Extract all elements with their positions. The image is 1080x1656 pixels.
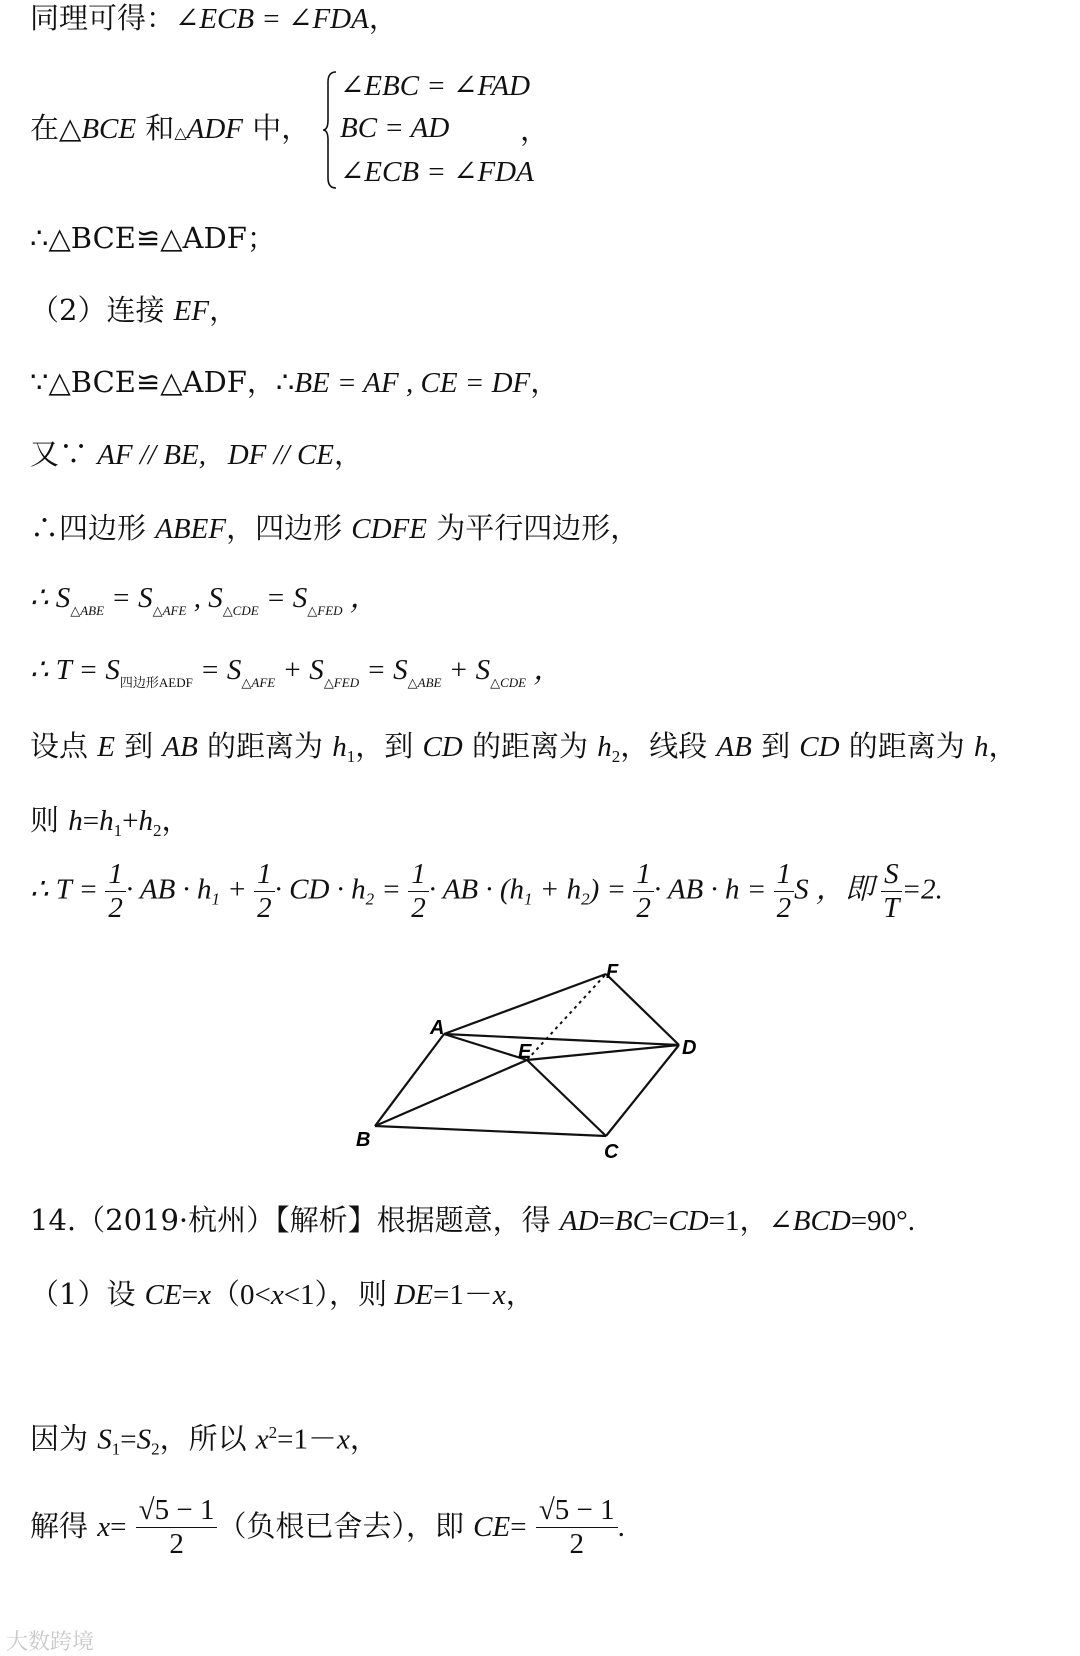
- subscript: △ABE: [407, 675, 442, 690]
- math: x: [198, 1279, 211, 1311]
- math: ) =: [589, 873, 627, 906]
- text: ，: [505, 1277, 535, 1311]
- text: ∴四边形: [30, 511, 156, 545]
- line-5: [30, 365, 560, 399]
- subscript: 四边形AEDF: [119, 675, 193, 690]
- text: 的距离为: [197, 729, 333, 763]
- text: =1，∠: [708, 1205, 793, 1237]
- text: ，到: [355, 729, 423, 763]
- math: =: [82, 805, 100, 837]
- text: ∵△BCE≌△ADF，∴: [30, 365, 295, 399]
- math: x: [97, 1510, 111, 1543]
- text: （2）连接: [30, 293, 174, 327]
- line-9: [30, 656, 562, 689]
- math: S: [55, 582, 71, 614]
- subscript: 2: [152, 821, 162, 840]
- text: ，: [342, 582, 379, 614]
- math: h: [99, 805, 114, 837]
- subscript: △CDE: [490, 675, 527, 690]
- line-2: 在△BCE 和△ADF 中，: [30, 111, 311, 145]
- text: ∴: [30, 582, 56, 614]
- math: h: [138, 805, 153, 837]
- text: =90°.: [850, 1205, 915, 1237]
- q14-part1: （1）设 CE=x（0<x<1），则 DE=1－x，: [30, 1277, 535, 1311]
- label-f: F: [606, 961, 619, 983]
- line-11: [30, 803, 191, 840]
- math: ABEF: [155, 513, 227, 545]
- segment-af: [444, 974, 606, 1034]
- math: + S: [441, 654, 491, 686]
- text: S ，即: [794, 873, 882, 906]
- math: AB: [716, 731, 752, 763]
- watermark: 大数跨境: [6, 1630, 95, 1655]
- subscript: △AFE: [152, 603, 187, 618]
- text: ，: [368, 1, 398, 35]
- geometry-figure: [340, 950, 720, 1170]
- math: ∴ T = S: [30, 654, 120, 686]
- text: 到: [114, 729, 163, 763]
- fraction-sqrt5: $\frac{√5 - 1}{2}$: [536, 1494, 618, 1562]
- math: · AB · (h: [428, 873, 525, 906]
- math: ∠ECB = ∠FDA: [175, 3, 369, 35]
- segment-ef-dotted: [527, 974, 606, 1060]
- text: 因为: [30, 1421, 98, 1456]
- math: BCD: [792, 1205, 851, 1237]
- subscript: 1: [346, 747, 356, 766]
- line-8: [30, 584, 379, 617]
- math: · CD · h: [274, 873, 366, 906]
- math: , S: [186, 582, 223, 614]
- fraction-half: $\frac{1}{2}$: [774, 858, 795, 926]
- text: <1），则: [283, 1279, 395, 1311]
- math: CD: [422, 731, 463, 763]
- text: ，: [161, 803, 191, 837]
- text: ，: [209, 293, 239, 327]
- math: + S: [275, 654, 324, 686]
- math: BE = AF , CE = DF: [294, 367, 531, 399]
- text: 14.（2019·杭州）【解析】根据题意，得: [30, 1203, 560, 1237]
- label-e: E: [518, 1041, 532, 1063]
- text: 同理可得：: [30, 1, 176, 35]
- line-10: [30, 729, 1018, 766]
- line-12: ∴ T = $\frac{1}{2}$ · AB · $h_1$ + $\frac{1}{2}$ · CD · $h_2$ = $\frac{1}{2}$ · AB · $(h_1 + h_2)$ = $\frac{1}{2}$ · AB · h = $\frac{1}{2}$ S ，即 $\frac{S}{T}$ =2.: [30, 858, 943, 925]
- fraction-half: $\frac{1}{2}$: [105, 858, 126, 926]
- math: = S: [104, 582, 153, 614]
- fraction-sqrt5: $\frac{√5 - 1}{2}$: [136, 1494, 218, 1562]
- math: x: [255, 1423, 269, 1456]
- text: ，: [526, 654, 563, 686]
- subscript: △CDE: [222, 603, 259, 618]
- math: h: [68, 805, 83, 837]
- subscript: 2: [611, 747, 621, 766]
- math: CE: [144, 1279, 182, 1311]
- math: AF // BE, DF // CE: [97, 439, 335, 471]
- fraction-half: $\frac{1}{2}$: [254, 858, 275, 926]
- math: x: [270, 1279, 284, 1311]
- math: CE: [473, 1510, 511, 1543]
- math: + h: [532, 873, 582, 906]
- math: S: [136, 1423, 152, 1456]
- math: S: [97, 1423, 112, 1456]
- line-6: [30, 437, 364, 471]
- math: +: [122, 805, 139, 837]
- math: AB: [162, 731, 198, 763]
- math: +: [220, 873, 247, 906]
- math: BCE: [81, 113, 137, 145]
- math: x: [337, 1423, 350, 1456]
- line-3: ∴△BCE≌△ADF；: [30, 221, 276, 255]
- text: ，四边形: [226, 511, 352, 545]
- text: 中，: [243, 111, 311, 145]
- label-b: B: [356, 1129, 371, 1151]
- label-c: C: [604, 1141, 619, 1163]
- fraction-half: $\frac{1}{2}$: [408, 858, 429, 926]
- text: ，: [530, 365, 560, 399]
- math: = S: [258, 582, 308, 614]
- subscript: △FED: [307, 603, 343, 618]
- q14-part3: 解得 x= $\frac{√5 - 1}{2}$ （负根已舍去），即 CE= $\frac{√5 - 1}{2}$ .: [30, 1494, 625, 1561]
- fraction-s-over-t: $\frac{S}{T}$: [881, 858, 902, 926]
- q14-part2: 因为 $S_1=S_2$，所以 $x^2=1-x$，: [30, 1421, 379, 1459]
- segment-ec: [527, 1060, 606, 1136]
- system-comma: ，: [520, 113, 550, 147]
- math: CDFE: [351, 513, 428, 545]
- segment-bc: [375, 1126, 606, 1136]
- text: 的距离为: [839, 729, 975, 763]
- q14-header: 14.（2019·杭州）【解析】根据题意，得 AD=BC=CD=1，∠BCD=90°.: [30, 1203, 915, 1237]
- text: 设点: [30, 729, 98, 763]
- text: （负根已舍去），即: [217, 1508, 474, 1543]
- text: ，所以: [159, 1421, 256, 1456]
- math: · AB · h: [125, 873, 212, 906]
- text: =1－: [432, 1279, 493, 1311]
- math: EF: [173, 295, 210, 327]
- text: 和: [136, 111, 175, 145]
- math: ADF: [186, 113, 243, 145]
- math: =: [374, 873, 401, 906]
- text: ，线段: [620, 729, 717, 763]
- segment-cd: [606, 1045, 679, 1136]
- text: 为平行四边形，: [427, 511, 640, 545]
- text: （0<: [210, 1279, 271, 1311]
- label-a: A: [430, 1017, 445, 1039]
- text: （1）设: [30, 1277, 145, 1311]
- subscript: △ABE: [70, 603, 105, 618]
- math: ∴ T =: [30, 873, 99, 906]
- math: BC: [614, 1205, 652, 1237]
- text: 则: [30, 803, 69, 837]
- text: ，: [334, 437, 364, 471]
- text: ，: [988, 729, 1018, 763]
- system-line-2: BC = AD: [340, 112, 450, 144]
- text: =2.: [901, 873, 943, 906]
- text: ，: [349, 1421, 379, 1456]
- math: CD: [668, 1205, 709, 1237]
- label-d: D: [682, 1037, 697, 1059]
- math: h: [597, 731, 612, 763]
- line-4: [30, 293, 239, 327]
- math: E: [97, 731, 115, 763]
- system-line-3: ∠ECB = ∠FDA: [340, 156, 534, 188]
- subscript: 1: [113, 821, 123, 840]
- math: x: [492, 1279, 506, 1311]
- math: AD: [559, 1205, 599, 1237]
- segment-fd: [606, 974, 679, 1045]
- system-line-1: ∠EBC = ∠FAD: [340, 70, 531, 102]
- text: 到: [751, 729, 800, 763]
- line-1: [30, 1, 398, 35]
- math: · AB · h =: [653, 873, 767, 906]
- math: = S: [359, 654, 408, 686]
- system-brace: [322, 70, 338, 190]
- subscript: △FED: [323, 675, 360, 690]
- segment-be: [375, 1060, 527, 1126]
- text: 在△: [30, 111, 82, 145]
- math: DE: [394, 1279, 433, 1311]
- text: 又∵: [30, 437, 98, 471]
- math: CD: [799, 731, 840, 763]
- line-7: [30, 511, 640, 545]
- segment-ad: [444, 1034, 679, 1045]
- text: 解得: [30, 1508, 98, 1543]
- math: = S: [192, 654, 242, 686]
- math: h: [974, 731, 989, 763]
- text: 的距离为: [462, 729, 598, 763]
- math: h: [332, 731, 347, 763]
- fraction-half: $\frac{1}{2}$: [633, 858, 654, 926]
- text: =1－: [277, 1423, 338, 1456]
- segment-ed: [527, 1045, 679, 1060]
- subscript: △AFE: [241, 675, 276, 690]
